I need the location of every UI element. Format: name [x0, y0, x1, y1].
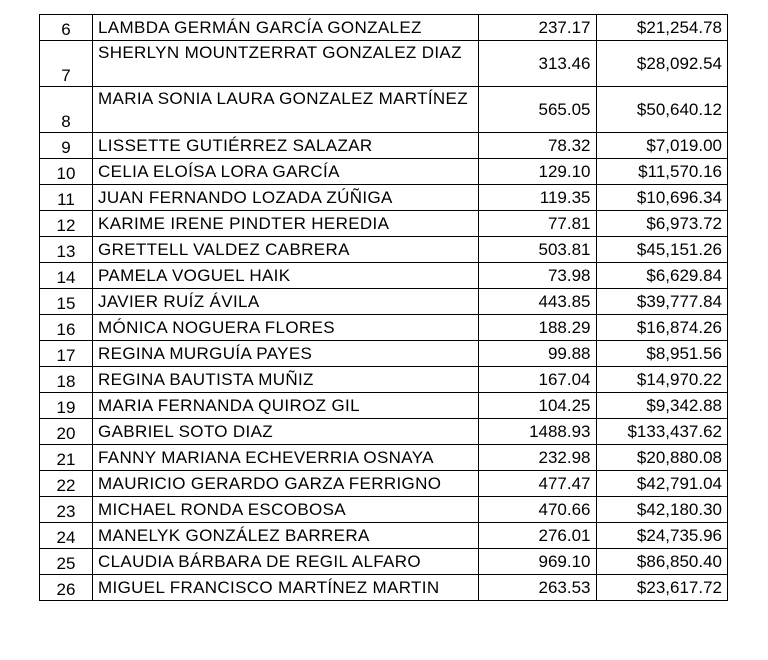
- person-name: FANNY MARIANA ECHEVERRIA OSNAYA: [93, 445, 479, 471]
- row-number: 19: [40, 393, 93, 419]
- table-row: [40, 575, 728, 601]
- amount-value: $21,254.78: [596, 15, 727, 41]
- row-number: 24: [40, 523, 93, 549]
- table-row: [40, 419, 728, 445]
- row-number: 15: [40, 289, 93, 315]
- table-body: [40, 15, 728, 601]
- amount-value: $39,777.84: [596, 289, 727, 315]
- table-row: [40, 367, 728, 393]
- row-number: 12: [40, 211, 93, 237]
- person-name: MIGUEL FRANCISCO MARTÍNEZ MARTIN: [93, 575, 479, 601]
- person-name: REGINA MURGUÍA PAYES: [93, 341, 479, 367]
- table-row: [40, 523, 728, 549]
- amount-value: $50,640.12: [596, 87, 727, 133]
- person-name: PAMELA VOGUEL HAIK: [93, 263, 479, 289]
- quantity-value: 263.53: [478, 575, 596, 601]
- row-number: 11: [40, 185, 93, 211]
- table-row: [40, 159, 728, 185]
- quantity-value: 99.88: [478, 341, 596, 367]
- quantity-value: 73.98: [478, 263, 596, 289]
- row-number: 16: [40, 315, 93, 341]
- amount-value: $9,342.88: [596, 393, 727, 419]
- row-number: 7: [40, 41, 93, 87]
- row-number: 21: [40, 445, 93, 471]
- amount-value: $11,570.16: [596, 159, 727, 185]
- row-number: 8: [40, 87, 93, 133]
- row-number: 14: [40, 263, 93, 289]
- person-name: LISSETTE GUTIÉRREZ SALAZAR: [93, 133, 479, 159]
- amount-value: $7,019.00: [596, 133, 727, 159]
- quantity-value: 503.81: [478, 237, 596, 263]
- row-number: 10: [40, 159, 93, 185]
- table-row: [40, 471, 728, 497]
- person-name: CELIA ELOÍSA LORA GARCÍA: [93, 159, 479, 185]
- amount-value: $8,951.56: [596, 341, 727, 367]
- amount-value: $24,735.96: [596, 523, 727, 549]
- quantity-value: 443.85: [478, 289, 596, 315]
- amount-value: $20,880.08: [596, 445, 727, 471]
- person-name: JAVIER RUÍZ ÁVILA: [93, 289, 479, 315]
- person-name: SHERLYN MOUNTZERRAT GONZALEZ DIAZ: [93, 41, 479, 87]
- quantity-value: 969.10: [478, 549, 596, 575]
- person-name: MANELYK GONZÁLEZ BARRERA: [93, 523, 479, 549]
- table-row: [40, 263, 728, 289]
- row-number: 13: [40, 237, 93, 263]
- person-name: GRETTELL VALDEZ CABRERA: [93, 237, 479, 263]
- person-name: MÓNICA NOGUERA FLORES: [93, 315, 479, 341]
- quantity-value: 119.35: [478, 185, 596, 211]
- quantity-value: 78.32: [478, 133, 596, 159]
- quantity-value: 129.10: [478, 159, 596, 185]
- quantity-value: 565.05: [478, 87, 596, 133]
- quantity-value: 237.17: [478, 15, 596, 41]
- amount-value: $14,970.22: [596, 367, 727, 393]
- person-name: REGINA BAUTISTA MUÑIZ: [93, 367, 479, 393]
- amount-value: $86,850.40: [596, 549, 727, 575]
- table-row: [40, 185, 728, 211]
- table-row: [40, 315, 728, 341]
- amount-value: $28,092.54: [596, 41, 727, 87]
- table-row: [40, 341, 728, 367]
- amount-value: $133,437.62: [596, 419, 727, 445]
- person-name: GABRIEL SOTO DIAZ: [93, 419, 479, 445]
- amount-value: $45,151.26: [596, 237, 727, 263]
- row-number: 23: [40, 497, 93, 523]
- quantity-value: 276.01: [478, 523, 596, 549]
- row-number: 17: [40, 341, 93, 367]
- table-row: [40, 211, 728, 237]
- row-number: 25: [40, 549, 93, 575]
- quantity-value: 167.04: [478, 367, 596, 393]
- person-name: CLAUDIA BÁRBARA DE REGIL ALFARO: [93, 549, 479, 575]
- person-name: KARIME IRENE PINDTER HEREDIA: [93, 211, 479, 237]
- table-row: [40, 41, 728, 87]
- table-row: [40, 549, 728, 575]
- row-number: 18: [40, 367, 93, 393]
- quantity-value: 470.66: [478, 497, 596, 523]
- row-number: 6: [40, 15, 93, 41]
- amount-value: $42,180.30: [596, 497, 727, 523]
- table-row: [40, 497, 728, 523]
- table-row: [40, 237, 728, 263]
- table-row: [40, 87, 728, 133]
- quantity-value: 313.46: [478, 41, 596, 87]
- table-row: [40, 15, 728, 41]
- row-number: 9: [40, 133, 93, 159]
- person-name: MAURICIO GERARDO GARZA FERRIGNO: [93, 471, 479, 497]
- person-name: JUAN FERNANDO LOZADA ZÚÑIGA: [93, 185, 479, 211]
- amount-value: $10,696.34: [596, 185, 727, 211]
- person-name: LAMBDA GERMÁN GARCÍA GONZALEZ: [93, 15, 479, 41]
- quantity-value: 477.47: [478, 471, 596, 497]
- quantity-value: 188.29: [478, 315, 596, 341]
- row-number: 26: [40, 575, 93, 601]
- quantity-value: 232.98: [478, 445, 596, 471]
- table-row: [40, 445, 728, 471]
- quantity-value: 1488.93: [478, 419, 596, 445]
- table-row: [40, 289, 728, 315]
- table-row: [40, 393, 728, 419]
- beneficiary-table: [39, 14, 728, 601]
- quantity-value: 104.25: [478, 393, 596, 419]
- row-number: 22: [40, 471, 93, 497]
- row-number: 20: [40, 419, 93, 445]
- person-name: MICHAEL RONDA ESCOBOSA: [93, 497, 479, 523]
- quantity-value: 77.81: [478, 211, 596, 237]
- amount-value: $16,874.26: [596, 315, 727, 341]
- person-name: MARIA FERNANDA QUIROZ GIL: [93, 393, 479, 419]
- person-name: MARIA SONIA LAURA GONZALEZ MARTÍNEZ: [93, 87, 479, 133]
- amount-value: $6,973.72: [596, 211, 727, 237]
- amount-value: $6,629.84: [596, 263, 727, 289]
- amount-value: $42,791.04: [596, 471, 727, 497]
- table-row: [40, 133, 728, 159]
- amount-value: $23,617.72: [596, 575, 727, 601]
